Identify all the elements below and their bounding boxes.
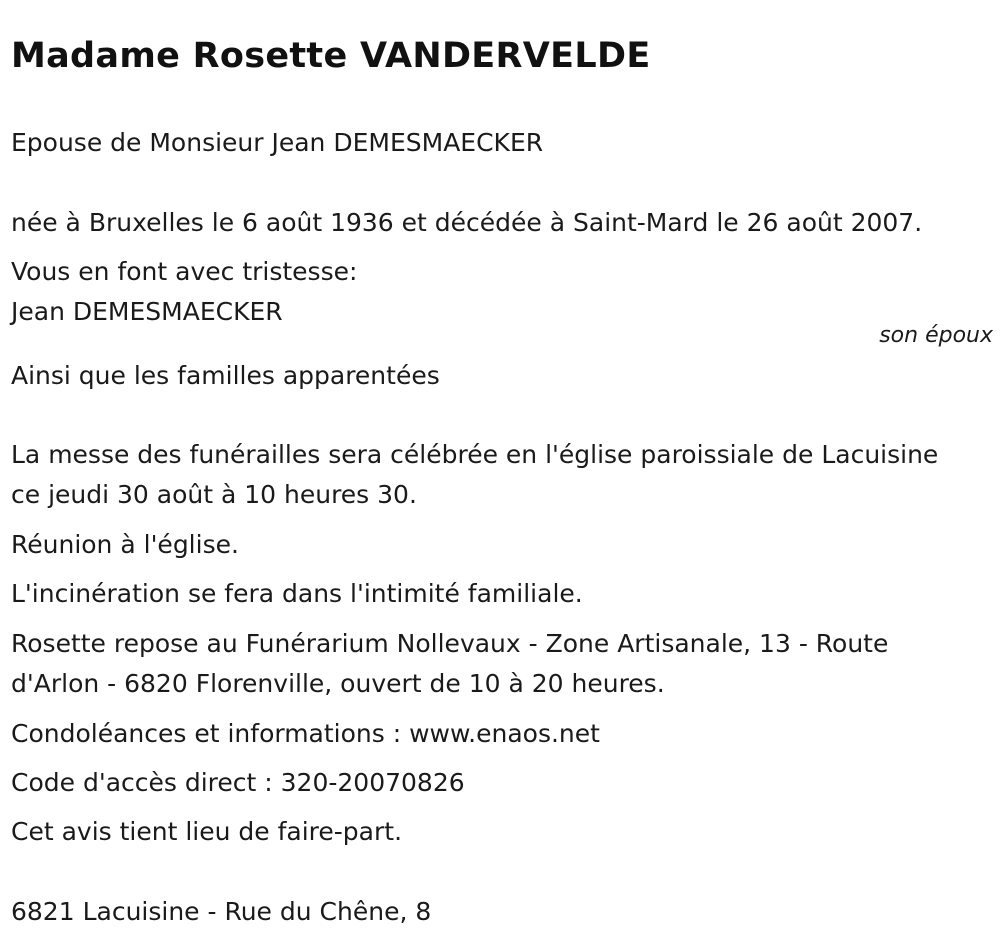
mass-line-2: ce jeudi 30 août à 10 heures 30. [11, 480, 417, 509]
condolences-line: Condoléances et informations : www.enaos.net [11, 719, 600, 748]
deceased-name-title: Madame Rosette VANDERVELDE [11, 36, 651, 76]
meeting-line: Réunion à l'église. [11, 530, 239, 559]
address-line: 6821 Lacuisine - Rue du Chêne, 8 [11, 897, 432, 926]
announcer-name: Jean DEMESMAECKER [11, 297, 283, 326]
birth-death-line: née à Bruxelles le 6 août 1936 et décédée à Saint-Mard le 26 août 2007. [11, 208, 923, 237]
announcers-intro: Vous en font avec tristesse: [11, 257, 358, 286]
cremation-line: L'incinération se fera dans l'intimité familiale. [11, 579, 583, 608]
access-code-line: Code d'accès direct : 320-20070826 [11, 768, 465, 797]
spouse-line: Epouse de Monsieur Jean DEMESMAECKER [11, 128, 544, 157]
announcement-note: Cet avis tient lieu de faire-part. [11, 817, 403, 846]
mass-line-1: La messe des funérailles sera célébrée en l'église paroissiale de Lacuisine [11, 440, 939, 469]
families-line: Ainsi que les familles apparentées [11, 361, 440, 390]
rest-line-1: Rosette repose au Funérarium Nollevaux - Zone Artisanale, 13 - Route [11, 629, 889, 658]
rest-line-2: d'Arlon - 6820 Florenville, ouvert de 10 à 20 heures. [11, 669, 665, 698]
announcer-role: son époux [879, 323, 993, 348]
